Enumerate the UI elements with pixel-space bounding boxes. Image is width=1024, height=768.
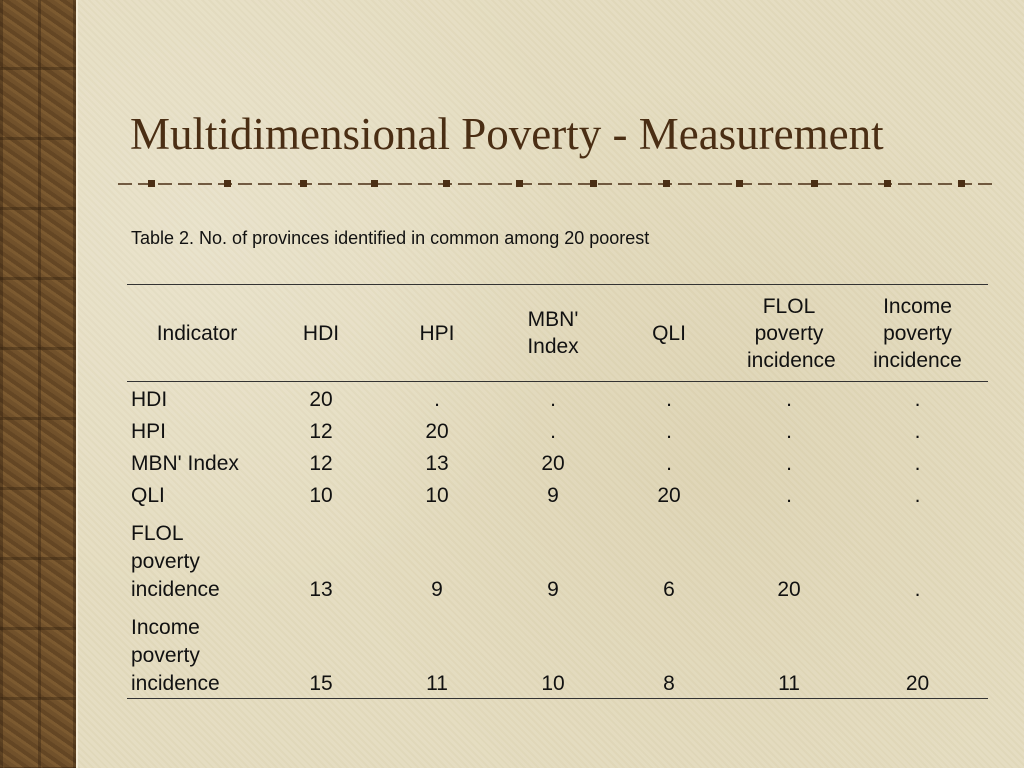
table-cell: 9: [431, 578, 443, 601]
table-cell: 12: [309, 420, 333, 443]
table-header-row: [127, 285, 988, 382]
provinces-common-table: [127, 284, 988, 699]
table-row: [127, 510, 988, 604]
title-divider: [118, 176, 992, 192]
header-flol: [731, 285, 847, 382]
table-row: [127, 382, 988, 415]
table-caption: Table 2. No. of provinces identified in common among 20 poorest: [131, 228, 650, 248]
header-hpi: HPI: [419, 321, 455, 345]
table-cell: 11: [778, 672, 800, 695]
table-cell: 13: [425, 452, 449, 475]
table-cell: 10: [309, 484, 333, 507]
row-label-hpi: HPI: [131, 420, 167, 443]
header-hdi: HDI: [302, 321, 340, 345]
decorative-left-border: [0, 0, 78, 768]
table-cell: .: [666, 420, 672, 443]
table-cell: 20: [657, 484, 681, 507]
table-cell: .: [786, 452, 792, 475]
table-cell: .: [914, 484, 921, 507]
table-cell: 10: [425, 484, 449, 507]
row-label-flol: [127, 510, 267, 604]
header-income: [847, 285, 988, 382]
header-flol-label: FLOL poverty incidence: [747, 294, 836, 372]
table-cell: .: [666, 388, 672, 411]
table-row: [127, 414, 988, 446]
row-label-hdi: HDI: [131, 388, 168, 411]
row-label-qli: QLI: [131, 484, 165, 507]
table-cell: 6: [663, 578, 675, 601]
header-mbn-index-label: MBN' Index: [527, 308, 579, 358]
table-cell: .: [550, 420, 556, 443]
table-cell: .: [914, 388, 921, 411]
table-cell: 15: [309, 672, 333, 695]
table-cell: 20: [309, 388, 333, 411]
slide-title: Multidimensional Poverty - Measurement: [130, 109, 884, 159]
table-cell: 20: [905, 672, 930, 695]
row-label-income: [127, 604, 267, 699]
table-cell: 20: [541, 452, 565, 475]
header-indicator: Indicator: [156, 321, 238, 345]
table-cell: .: [914, 420, 921, 443]
table-cell: 10: [541, 672, 565, 695]
table-row: [127, 604, 988, 699]
table-cell: 13: [309, 578, 333, 601]
table-cell: 12: [309, 452, 333, 475]
row-label-mbn-index: MBN' Index: [131, 452, 239, 475]
table-row: [127, 446, 988, 478]
table-cell: .: [914, 578, 921, 601]
table-cell: .: [914, 452, 921, 475]
header-income-label: Income poverty incidence: [873, 294, 962, 372]
table-cell: .: [666, 452, 672, 475]
table-cell: 9: [547, 578, 559, 601]
table-cell: .: [786, 420, 792, 443]
header-qli: QLI: [652, 321, 686, 345]
table-cell: .: [550, 388, 556, 411]
table-cell: .: [786, 484, 792, 507]
table-cell: 8: [663, 672, 675, 695]
table-row: [127, 478, 988, 510]
table-cell: 20: [777, 578, 801, 601]
table-cell: 9: [547, 484, 559, 507]
header-mbn-index: [499, 285, 607, 382]
table-cell: 11: [426, 672, 448, 695]
table-cell: 20: [425, 420, 449, 443]
row-label-income-text: Income poverty incidence: [131, 616, 220, 695]
table-cell: .: [434, 388, 440, 411]
table-cell: .: [786, 388, 792, 411]
row-label-flol-text: FLOL poverty incidence: [131, 522, 220, 601]
